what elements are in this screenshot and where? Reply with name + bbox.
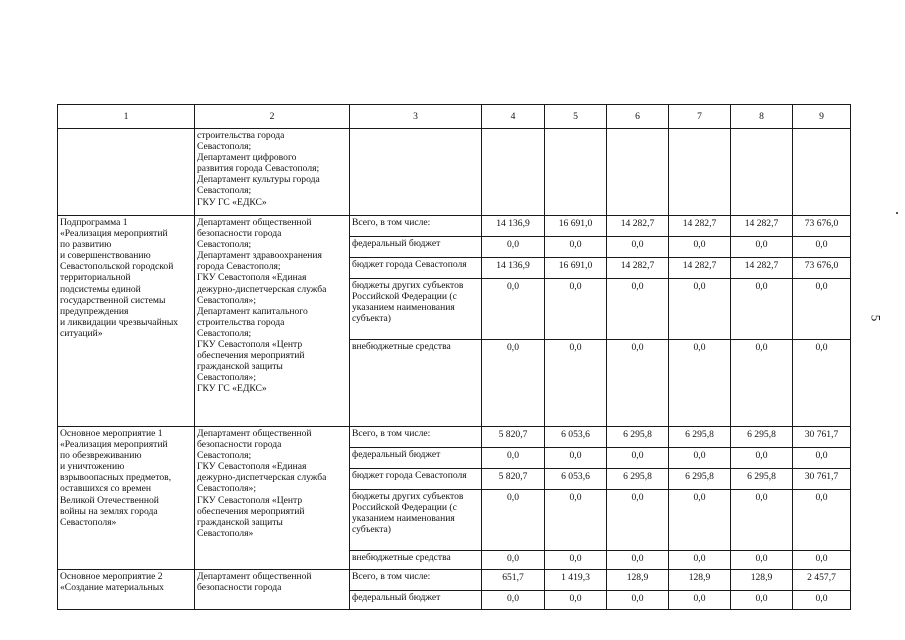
column-number: 9 (793, 105, 851, 129)
column-number: 3 (350, 105, 482, 129)
value-cell: 1 419,3 (545, 570, 607, 591)
value-cell: 0,0 (731, 237, 793, 258)
table-row (58, 570, 851, 591)
column-number: 5 (545, 105, 607, 129)
value-cell: 0,0 (793, 237, 851, 258)
table-header-row (58, 105, 851, 129)
value-cell: 14 282,7 (607, 258, 669, 279)
column-number: 6 (607, 105, 669, 129)
program-cell: Основное мероприятие 2 «Создание материальных (58, 570, 195, 610)
value-cell: 73 676,0 (793, 258, 851, 279)
value-cell: 5 820,7 (482, 469, 545, 490)
program-cell: Основное мероприятие 1 «Реализация мероприятий по обезвреживанию и уничтожению взрывоопасных предметов, оставшихся со времен Великой Отечественной войны на землях города Севастополя» (58, 427, 195, 570)
value-cell: 5 820,7 (482, 427, 545, 448)
value-cell: 14 282,7 (607, 216, 669, 237)
value-cell: 6 295,8 (607, 427, 669, 448)
value-cell: 0,0 (545, 490, 607, 551)
column-number: 2 (195, 105, 350, 129)
table-row (58, 216, 851, 237)
value-cell: 6 295,8 (607, 469, 669, 490)
funding-source-cell: Всего, в том числе: (350, 216, 482, 237)
value-cell: 14 282,7 (731, 258, 793, 279)
value-cell: 0,0 (607, 551, 669, 570)
executors-cell: Департамент общественной безопасности города Севастополя; ГКУ Севастополя «Единая дежурно-диспетчерская служба Севастополя»; ГКУ Севастополя «Центр обеспечения мероприятий гражданской защиты Севастополя» (195, 427, 350, 570)
value-cell: 14 136,9 (482, 258, 545, 279)
value-cell: 6 295,8 (731, 427, 793, 448)
program-cell-empty (58, 129, 195, 216)
funding-source-cell: федеральный бюджет (350, 237, 482, 258)
funding-source-cell: федеральный бюджет (350, 448, 482, 469)
funding-table (57, 104, 851, 610)
executors-cell: Департамент общественной безопасности города Севастополя; Департамент здравоохранения города Севастополя; ГКУ Севастополя «Единая дежурно-диспетчерская служба Севастополя»; Департамент капитального строительства города Севастополя; ГКУ Севастополя «Центр обеспечения мероприятий гражданской защиты Севастополя»; ГКУ ГС «ЕДКС» (195, 216, 350, 427)
value-cell: 0,0 (731, 490, 793, 551)
scan-mark (896, 212, 898, 214)
value-cell: 0,0 (669, 340, 731, 427)
value-cell: 651,7 (482, 570, 545, 591)
value-cell: 0,0 (545, 279, 607, 340)
value-cell: 0,0 (607, 448, 669, 469)
value-cell: 0,0 (793, 591, 851, 610)
value-cell: 0,0 (731, 340, 793, 427)
value-cell: 2 457,7 (793, 570, 851, 591)
empty-cell (793, 129, 851, 216)
value-cell: 6 053,6 (545, 469, 607, 490)
value-cell: 0,0 (482, 490, 545, 551)
value-cell: 0,0 (731, 279, 793, 340)
value-cell: 0,0 (607, 490, 669, 551)
value-cell: 0,0 (669, 591, 731, 610)
empty-cell (607, 129, 669, 216)
empty-cell (731, 129, 793, 216)
executors-cell: строительства города Севастополя; Департамент цифрового развития города Севастополя; Департамент культуры города Севастополя; ГКУ ГС «ЕДКС» (195, 129, 350, 216)
value-cell: 0,0 (482, 448, 545, 469)
value-cell: 6 295,8 (731, 469, 793, 490)
value-cell: 73 676,0 (793, 216, 851, 237)
value-cell: 0,0 (482, 237, 545, 258)
continuation-row (58, 129, 851, 216)
empty-cell (350, 129, 482, 216)
value-cell: 128,9 (607, 570, 669, 591)
column-number: 7 (669, 105, 731, 129)
column-number: 1 (58, 105, 195, 129)
value-cell: 128,9 (669, 570, 731, 591)
value-cell: 0,0 (482, 551, 545, 570)
value-cell: 0,0 (731, 551, 793, 570)
value-cell: 0,0 (731, 448, 793, 469)
value-cell: 0,0 (607, 591, 669, 610)
value-cell: 0,0 (545, 340, 607, 427)
empty-cell (545, 129, 607, 216)
value-cell: 0,0 (482, 340, 545, 427)
value-cell: 0,0 (793, 279, 851, 340)
value-cell: 6 053,6 (545, 427, 607, 448)
funding-source-cell: внебюджетные средства (350, 551, 482, 570)
value-cell: 0,0 (545, 448, 607, 469)
value-cell: 0,0 (607, 237, 669, 258)
value-cell: 14 282,7 (669, 216, 731, 237)
value-cell: 0,0 (669, 490, 731, 551)
value-cell: 0,0 (793, 340, 851, 427)
value-cell: 16 691,0 (545, 216, 607, 237)
value-cell: 30 761,7 (793, 427, 851, 448)
value-cell: 0,0 (482, 279, 545, 340)
value-cell: 0,0 (731, 591, 793, 610)
funding-source-cell: внебюджетные средства (350, 340, 482, 427)
column-number: 4 (482, 105, 545, 129)
empty-cell (482, 129, 545, 216)
program-cell: Подпрограмма 1 «Реализация мероприятий по развитию и совершенствованию Севастопольской городской территориальной подсистемы единой государственной системы предупреждения и ликвидации чрезвычайных ситуаций» (58, 216, 195, 427)
funding-source-cell: бюджеты других субъектов Российской Федерации (с указанием наименования субъекта) (350, 279, 482, 340)
value-cell: 0,0 (607, 340, 669, 427)
table-row (58, 427, 851, 448)
value-cell: 0,0 (669, 448, 731, 469)
funding-source-cell: бюджет города Севастополя (350, 258, 482, 279)
value-cell: 0,0 (669, 237, 731, 258)
value-cell: 14 282,7 (731, 216, 793, 237)
funding-source-cell: Всего, в том числе: (350, 427, 482, 448)
value-cell: 0,0 (793, 490, 851, 551)
funding-source-cell: федеральный бюджет (350, 591, 482, 610)
value-cell: 6 295,8 (669, 469, 731, 490)
value-cell: 128,9 (731, 570, 793, 591)
funding-source-cell: Всего, в том числе: (350, 570, 482, 591)
column-number: 8 (731, 105, 793, 129)
value-cell: 0,0 (607, 279, 669, 340)
value-cell: 0,0 (482, 591, 545, 610)
value-cell: 0,0 (669, 279, 731, 340)
value-cell: 0,0 (545, 237, 607, 258)
empty-cell (669, 129, 731, 216)
value-cell: 0,0 (545, 551, 607, 570)
funding-source-cell: бюджеты других субъектов Российской Федерации (с указанием наименования субъекта) (350, 490, 482, 551)
value-cell: 0,0 (793, 551, 851, 570)
value-cell: 6 295,8 (669, 427, 731, 448)
value-cell: 0,0 (545, 591, 607, 610)
executors-cell: Департамент общественной безопасности города (195, 570, 350, 610)
value-cell: 0,0 (669, 551, 731, 570)
page-number: 5 (868, 314, 884, 322)
funding-source-cell: бюджет города Севастополя (350, 469, 482, 490)
value-cell: 0,0 (793, 448, 851, 469)
value-cell: 14 136,9 (482, 216, 545, 237)
value-cell: 30 761,7 (793, 469, 851, 490)
value-cell: 16 691,0 (545, 258, 607, 279)
value-cell: 14 282,7 (669, 258, 731, 279)
